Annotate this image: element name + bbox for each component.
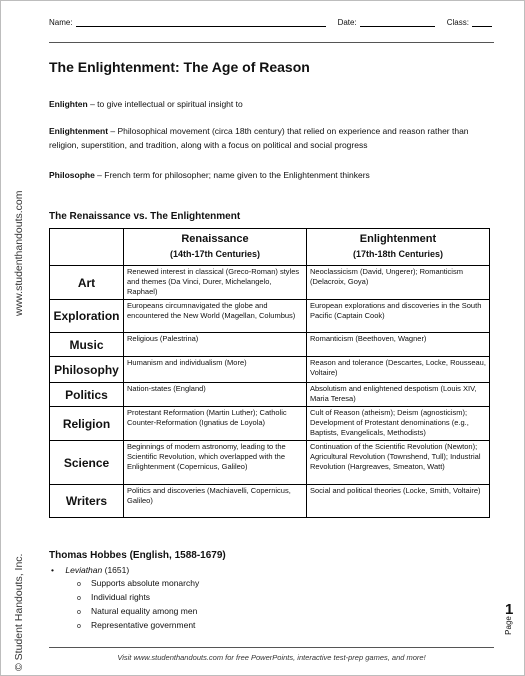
column-name: Renaissance: [181, 233, 249, 245]
column-name: Enlightenment: [359, 233, 437, 245]
enlightenment-cell: Romanticism (Beethoven, Wagner): [307, 333, 490, 357]
hobbes-outline: [63, 564, 199, 633]
column-header-renaissance: [124, 229, 307, 266]
side-website-text: www.studenthandouts.com: [13, 190, 25, 316]
table-row: [50, 441, 490, 485]
list-item: o Representative government: [91, 619, 199, 633]
renaissance-cell: Religious (Palestrina): [124, 333, 307, 357]
enlightenment-cell: Neoclassicism (David, Ungerer); Romanticism (Delacroix, Goya): [307, 266, 490, 300]
column-header-enlightenment: [307, 229, 490, 266]
enlightenment-cell: Cult of Reason (atheism); Deism (agnosticism); Development of Protestant denominations (e.g., Baptists, Evangelicals, Methodists): [307, 407, 490, 441]
table-row: [50, 383, 490, 407]
table-header-row: [50, 229, 490, 266]
class-blank-line[interactable]: [472, 17, 492, 27]
table-row: [50, 407, 490, 441]
table-row: [50, 300, 490, 333]
side-copyright-text: © Student Handouts, Inc.: [13, 553, 25, 671]
page-title: The Enlightenment: The Age of Reason: [49, 59, 310, 75]
column-period: (14th-17th Centuries): [169, 249, 260, 259]
table-title: The Renaissance vs. The Enlightenment: [49, 211, 241, 222]
date-blank-line[interactable]: [360, 17, 435, 27]
renaissance-cell: Nation-states (England): [124, 383, 307, 407]
hobbes-heading: Thomas Hobbes (English, 1588-1679): [49, 550, 226, 561]
date-label: Date:: [337, 18, 357, 27]
header-divider: [49, 42, 494, 43]
definition-enlightenment: [49, 124, 489, 152]
comparison-table: [49, 228, 490, 518]
row-category: Writers: [50, 485, 124, 518]
row-category: Science: [50, 441, 124, 485]
definition-enlighten: [49, 97, 489, 111]
renaissance-cell: Beginnings of modern astronomy, leading to the Scientific Revolution, which overlapped with the Enlightenment (Copernicus, Galileo): [124, 441, 307, 485]
page-number: [499, 601, 518, 635]
row-category: Art: [50, 266, 124, 300]
renaissance-cell: Europeans circumnavigated the globe and encountered the New World (Magellan, Columbus): [124, 300, 307, 333]
work-title: Leviathan: [65, 565, 103, 575]
enlightenment-cell: Social and political theories (Locke, Smith, Voltaire): [307, 485, 490, 518]
table-row: [50, 333, 490, 357]
definition-term: Enlightenment: [49, 126, 109, 136]
definition-term: Philosophe: [49, 170, 95, 180]
name-date-class-header: [49, 17, 494, 27]
definition-term: Enlighten: [49, 99, 88, 109]
list-item: [63, 564, 199, 633]
enlightenment-cell: Reason and tolerance (Descartes, Locke, Rousseau, Voltaire): [307, 357, 490, 383]
column-period: (17th-18th Centuries): [352, 249, 443, 259]
renaissance-cell: Politics and discoveries (Machiavelli, Copernicus, Galileo): [124, 485, 307, 518]
definition-text: – French term for philosopher; name given to the Enlightenment thinkers: [94, 170, 370, 180]
renaissance-cell: Humanism and individualism (More): [124, 357, 307, 383]
row-category: Music: [50, 333, 124, 357]
enlightenment-cell: European explorations and discoveries in the South Pacific (Captain Cook): [307, 300, 490, 333]
work-year: (1651): [102, 565, 130, 575]
row-category: Religion: [50, 407, 124, 441]
footer-divider: [49, 647, 494, 648]
class-label: Class:: [446, 18, 469, 27]
page-label: Page: [503, 616, 513, 635]
name-blank-line[interactable]: [76, 17, 326, 27]
renaissance-cell: Renewed interest in classical (Greco-Roman) styles and themes (Da Vinci, Durer, Michelangelo, Raphael): [124, 266, 307, 300]
list-item: o Individual rights: [91, 591, 199, 605]
table-row: [50, 485, 490, 518]
row-category: Politics: [50, 383, 124, 407]
definition-philosophe: [49, 168, 489, 182]
corner-cell: [50, 229, 124, 266]
name-label: Name:: [49, 18, 73, 27]
page-number-value: 1: [505, 601, 514, 618]
hobbes-points: [63, 577, 199, 633]
definition-text: – to give intellectual or spiritual insight to: [87, 99, 243, 109]
table-row: [50, 357, 490, 383]
enlightenment-cell: Continuation of the Scientific Revolution (Newton); Agricultural Revolution (Townshend, Tull); Industrial Revolution (Hargreaves, Smeaton, Watt): [307, 441, 490, 485]
list-item: o Supports absolute monarchy: [91, 577, 199, 591]
table-row: [50, 266, 490, 300]
definition-text: – Philosophical movement (circa 18th century) that relied on experience and reason rather than religion, superstition, and tradition, along with a focus on political and social progress: [49, 126, 469, 150]
enlightenment-cell: Absolutism and enlightened despotism (Louis XIV, Maria Teresa): [307, 383, 490, 407]
row-category: Exploration: [50, 300, 124, 333]
footer-text: Visit www.studenthandouts.com for free PowerPoints, interactive test-prep games, and more!: [117, 653, 426, 662]
renaissance-cell: Protestant Reformation (Martin Luther); Catholic Counter-Reformation (Ignatius de Loyola): [124, 407, 307, 441]
list-item: o Natural equality among men: [91, 605, 199, 619]
row-category: Philosophy: [50, 357, 124, 383]
